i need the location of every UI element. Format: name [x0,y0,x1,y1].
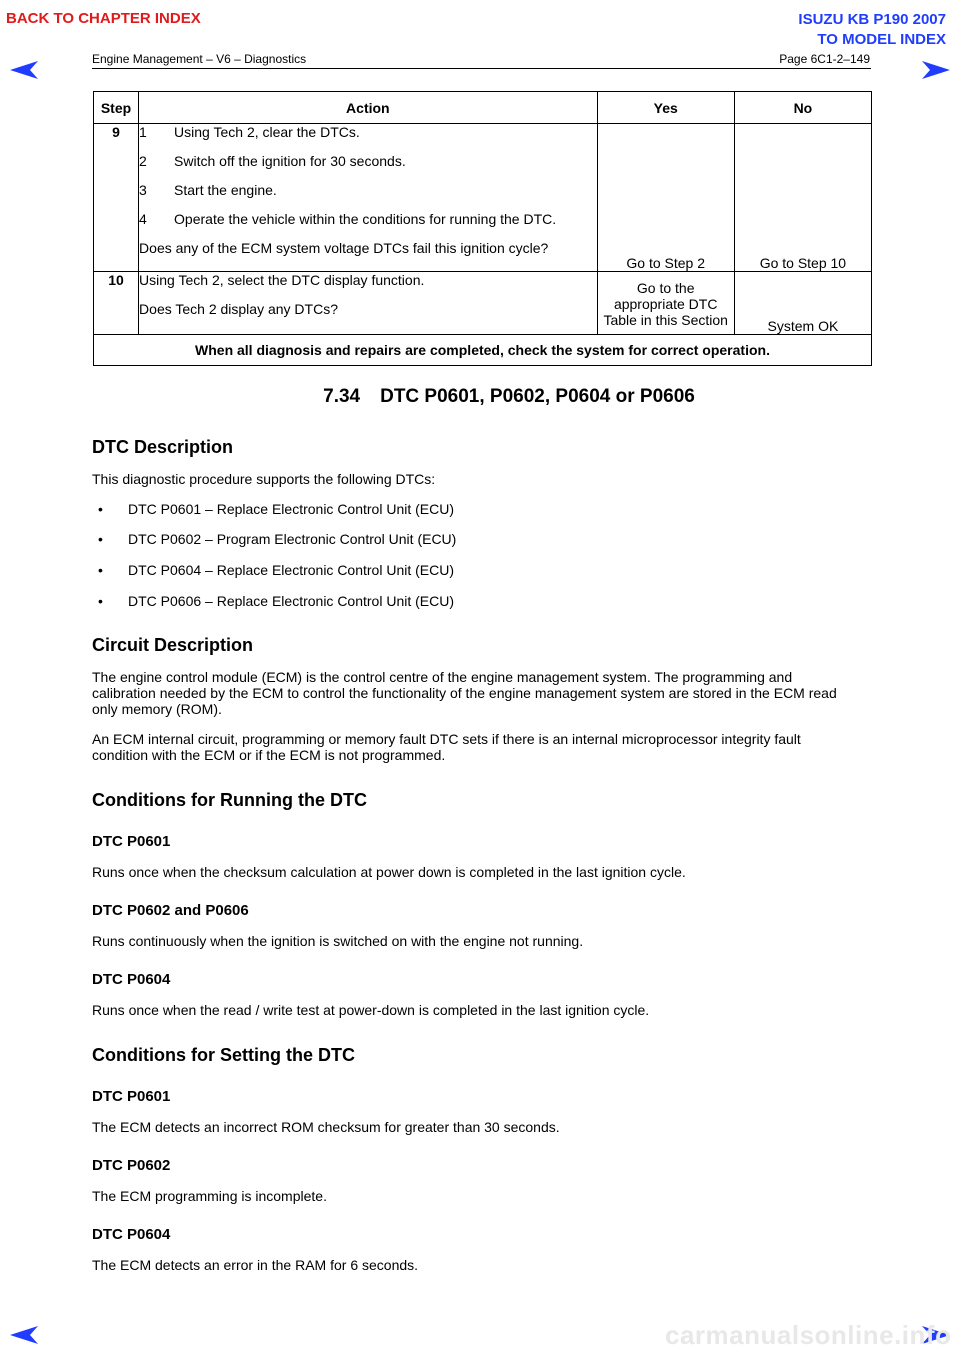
subheading: DTC P0602 and P0606 [92,902,249,919]
action-cell [139,124,598,272]
action-cell [139,272,598,335]
action-text: Using Tech 2, select the DTC display function. [139,272,425,288]
bullet-icon: • [98,562,103,578]
yes-result-line: appropriate DTC [613,296,718,312]
prev-page-arrow-icon[interactable] [10,1325,38,1345]
model-index-link[interactable] [798,10,946,50]
subheading: DTC P0602 [92,1157,171,1174]
instruction-number: 1 [139,124,147,140]
instruction-number: 2 [139,153,147,169]
conditions-running-heading: Conditions for Running the DTC [92,790,367,810]
list-item [92,562,454,578]
bullet-icon: • [98,501,103,517]
instruction-text: Operate the vehicle within the conditions for running the DTC. [174,211,557,227]
header-divider [92,68,871,69]
watermark: carmanualsonline.info [665,1320,952,1350]
section-number: 7.34 [323,386,361,407]
list-item-text: DTC P0604 – Replace Electronic Control Unit (ECU) [128,562,455,578]
instruction-text: Start the engine. [174,182,277,198]
body-text: The ECM detects an error in the RAM for 6 seconds. [92,1257,419,1273]
prev-page-arrow-icon[interactable] [10,60,38,80]
body-text: Runs once when the checksum calculation at power down is completed in the last ignition cycle. [92,864,686,880]
yes-result-line: Go to the [636,280,695,296]
body-text: The ECM detects an incorrect ROM checksum for greater than 30 seconds. [92,1119,560,1135]
instruction-number: 3 [139,182,147,198]
column-header-step: Step [94,92,139,124]
page-number: Page 6C1-2–149 [779,52,870,66]
diagnostic-step-table [93,91,872,366]
list-item-text: DTC P0601 – Replace Electronic Control Unit (ECU) [128,501,455,517]
bullet-icon: • [98,593,103,609]
action-instruction [139,153,597,169]
table-row [94,124,872,272]
subheading: DTC P0604 [92,1226,171,1243]
list-item-text: DTC P0602 – Program Electronic Control Unit (ECU) [128,531,457,547]
section-title-text: DTC P0601, P0602, P0604 or P0606 [380,386,695,407]
circuit-description-paragraph [92,731,874,763]
body-text: Runs continuously when the ignition is switched on with the engine not running. [92,933,584,949]
instruction-number: 4 [139,211,147,227]
paragraph-line: The engine control module (ECM) is the control centre of the engine management system. The programming and [92,669,793,685]
conditions-setting-heading: Conditions for Setting the DTC [92,1045,355,1065]
yes-result-line: Table in this Section [603,312,728,328]
paragraph-line: calibration needed by the ECM to control the functionality of the engine management system are stored in the ECM read [92,685,837,701]
list-item [92,593,454,609]
no-result: Go to Step 10 [734,124,871,272]
paragraph-line: condition with the ECM or if the ECM is not programmed. [92,747,446,763]
table-header-row [94,92,872,124]
step-number: 9 [94,124,139,272]
instruction-text: Switch off the ignition for 30 seconds. [174,153,406,169]
column-header-yes: Yes [597,92,734,124]
column-header-no: No [734,92,871,124]
body-text: Runs once when the read / write test at power-down is completed in the last ignition cycle. [92,1002,650,1018]
subheading: DTC P0601 [92,833,171,850]
model-name: ISUZU KB P190 2007 [798,11,946,28]
to-model-index-label: TO MODEL INDEX [817,31,946,48]
paragraph-line: An ECM internal circuit, programming or memory fault DTC sets if there is an internal microprocessor integrity fault [92,731,801,747]
section-title [0,386,960,408]
yes-result [597,272,734,335]
action-instruction [139,211,597,227]
next-page-arrow-icon[interactable] [922,60,950,80]
subheading: DTC P0601 [92,1088,171,1105]
yes-result: Go to Step 2 [597,124,734,272]
table-row [94,272,872,335]
action-instruction [139,124,597,140]
dtc-description-heading: DTC Description [92,437,234,457]
paragraph-line: only memory (ROM). [92,701,222,717]
column-header-action: Action [139,92,598,124]
no-result: System OK [734,272,871,335]
instruction-text: Using Tech 2, clear the DTCs. [174,124,360,140]
table-footer-note: When all diagnosis and repairs are completed, check the system for correct operation. [94,335,872,366]
subheading: DTC P0604 [92,971,171,988]
dtc-description-intro: This diagnostic procedure supports the following DTCs: [92,471,436,487]
action-question: Does Tech 2 display any DTCs? [139,301,338,317]
document-header-title: Engine Management – V6 – Diagnostics [92,52,307,66]
circuit-description-paragraph [92,669,874,717]
list-item [92,501,454,517]
back-to-chapter-index-link[interactable]: BACK TO CHAPTER INDEX [6,10,201,27]
action-question: Does any of the ECM system voltage DTCs fail this ignition cycle? [139,240,549,256]
table-footer-row [94,335,872,366]
body-text: The ECM programming is incomplete. [92,1188,327,1204]
list-item [92,531,456,547]
list-item-text: DTC P0606 – Replace Electronic Control Unit (ECU) [128,593,455,609]
bullet-icon: • [98,531,103,547]
action-instruction [139,182,597,198]
step-number: 10 [94,272,139,335]
circuit-description-heading: Circuit Description [92,635,254,655]
